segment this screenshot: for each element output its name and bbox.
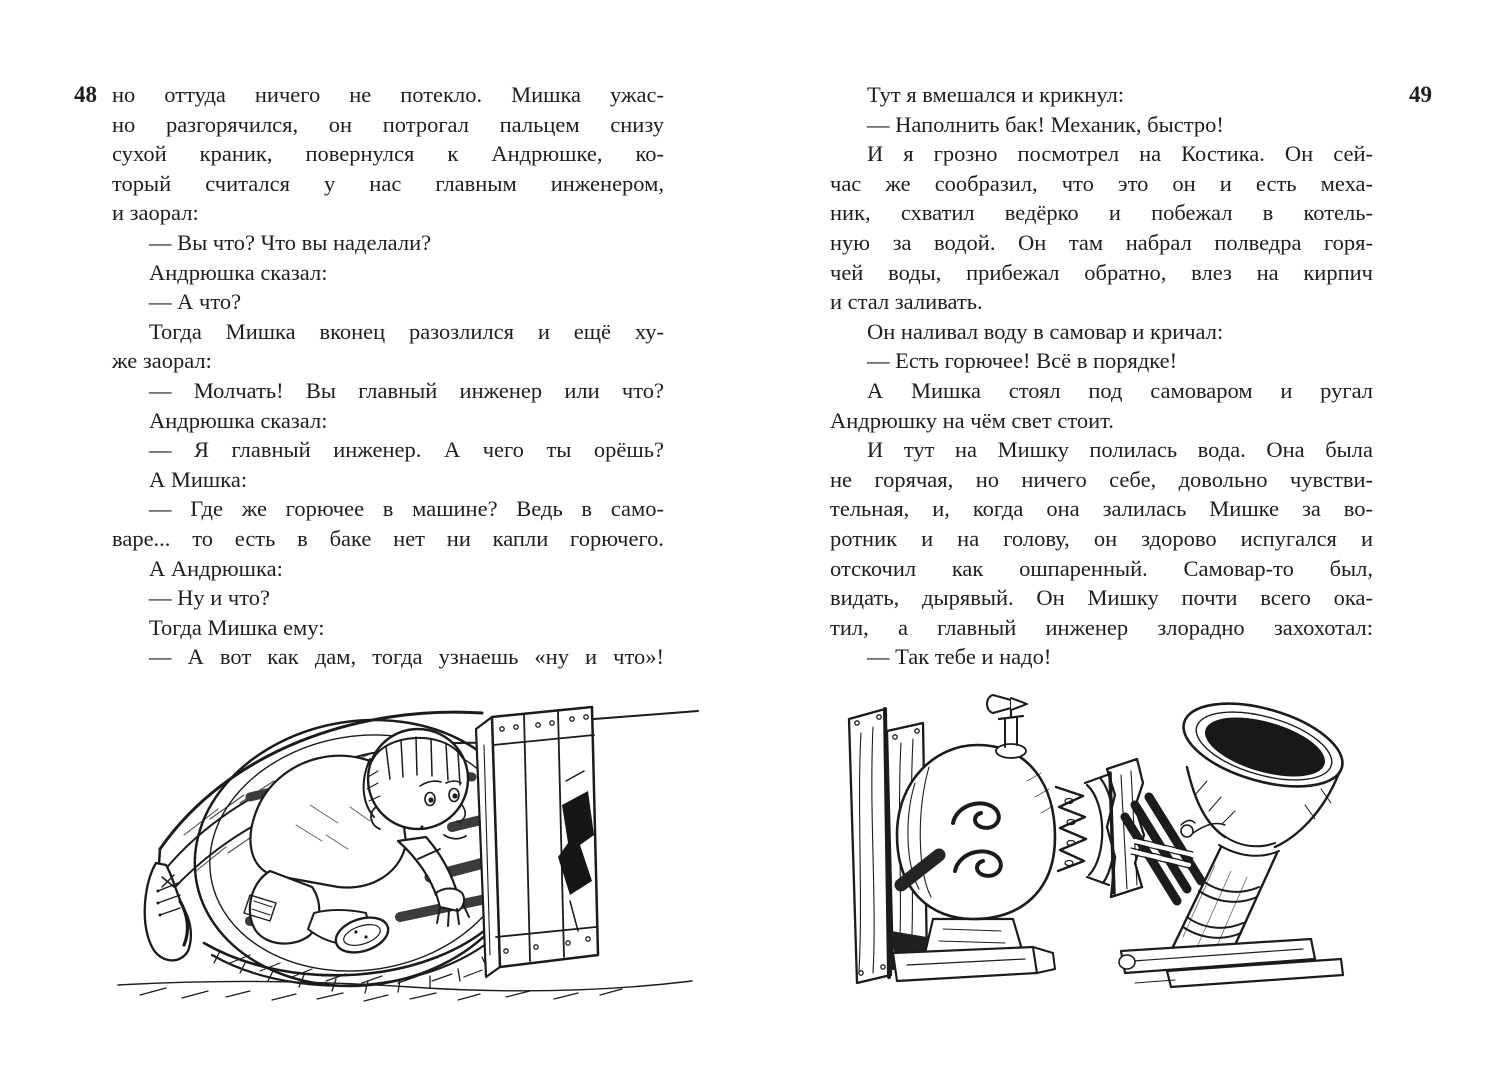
text-line: ник, схватил ведёрко и побежал в котель-: [830, 200, 1373, 226]
text-line: — Так тебе и надо!: [867, 644, 1052, 670]
text-line: Андрюшку на чём свет стоит.: [830, 407, 1114, 433]
text-line: видать, дырявый. Он Мишку почти всего ока-: [830, 585, 1373, 611]
text-line: отскочил как ошпаренный. Самовар-то был,: [830, 555, 1373, 581]
text-line: — А что?: [149, 289, 242, 315]
text-line: но оттуда ничего не потекло. Мишка ужас-: [112, 82, 664, 107]
text-line: но разгорячился, он потрогал пальцем снизу: [112, 111, 664, 137]
text-line: — Где же горючее в машине? Ведь в само-: [149, 496, 664, 522]
text-line: И я грозно посмотрел на Костика. Он сей-: [867, 141, 1373, 167]
text-line: — Вы что? Что вы наделали?: [149, 229, 432, 255]
samovar-funnel-drawing: [835, 685, 1415, 1005]
page-number-left: 48: [74, 82, 97, 107]
text-line: — Наполнить бак! Механик, быстро!: [867, 111, 1224, 137]
text-line: Андрюшка сказал:: [149, 407, 328, 433]
text-line: — Ну и что?: [149, 585, 271, 611]
text-line: тельная, и, когда она залилась Мишке за во-: [830, 496, 1373, 522]
text-line: и стал заливать.: [830, 289, 983, 315]
right-page-text: [830, 80, 1373, 672]
text-line: ную за водой. Он там набрал полведра горя-: [830, 229, 1373, 255]
text-line: А Мишка:: [149, 466, 248, 492]
text-line: не горячая, но ничего себе, довольно чувстви-: [830, 466, 1373, 492]
text-line: тил, а главный инженер злорадно захохотал:: [830, 614, 1373, 640]
text-line: А Мишка стоял под самоваром и ругал: [867, 377, 1373, 403]
text-line: сухой краник, повернулся к Андрюшке, ко-: [112, 141, 664, 167]
text-line: Тут я вмешался и крикнул:: [867, 82, 1125, 107]
text-line: — Молчать! Вы главный инженер или что?: [149, 377, 664, 403]
page-number-right: 49: [1409, 82, 1432, 107]
illustration-boy-in-barrel: [100, 685, 700, 1005]
text-line: — Я главный инженер. А чего ты орёшь?: [149, 437, 664, 463]
text-line: А Андрюшка:: [149, 555, 283, 581]
text-line: и заорал:: [112, 200, 199, 226]
text-line: варе... то есть в баке нет ни капли горючего.: [112, 525, 664, 551]
text-line: И тут на Мишку полилась вода. Она была: [867, 437, 1373, 463]
text-line: же заорал:: [112, 348, 212, 374]
text-line: — Есть горючее! Всё в порядке!: [867, 348, 1178, 374]
text-line: Тогда Мишка ему:: [149, 614, 325, 640]
text-line: Он наливал воду в самовар и кричал:: [867, 318, 1224, 344]
text-line: ротник и на голову, он здорово испугался и: [830, 525, 1373, 551]
text-line: — А вот как дам, тогда узнаешь «ну и что»!: [149, 644, 664, 670]
text-line: Андрюшка сказал:: [149, 259, 328, 285]
text-line: торый считался у нас главным инженером,: [112, 170, 664, 196]
left-page-text: [112, 80, 664, 672]
text-line: час же сообразил, что это он и есть меха-: [830, 170, 1373, 196]
text-line: Тогда Мишка вконец разозлился и ещё ху-: [149, 318, 664, 344]
barrel-boy-drawing: [100, 685, 700, 1005]
text-line: чей воды, прибежал обратно, влез на кирпич: [830, 259, 1373, 285]
illustration-samovar-funnel: [835, 685, 1415, 1005]
